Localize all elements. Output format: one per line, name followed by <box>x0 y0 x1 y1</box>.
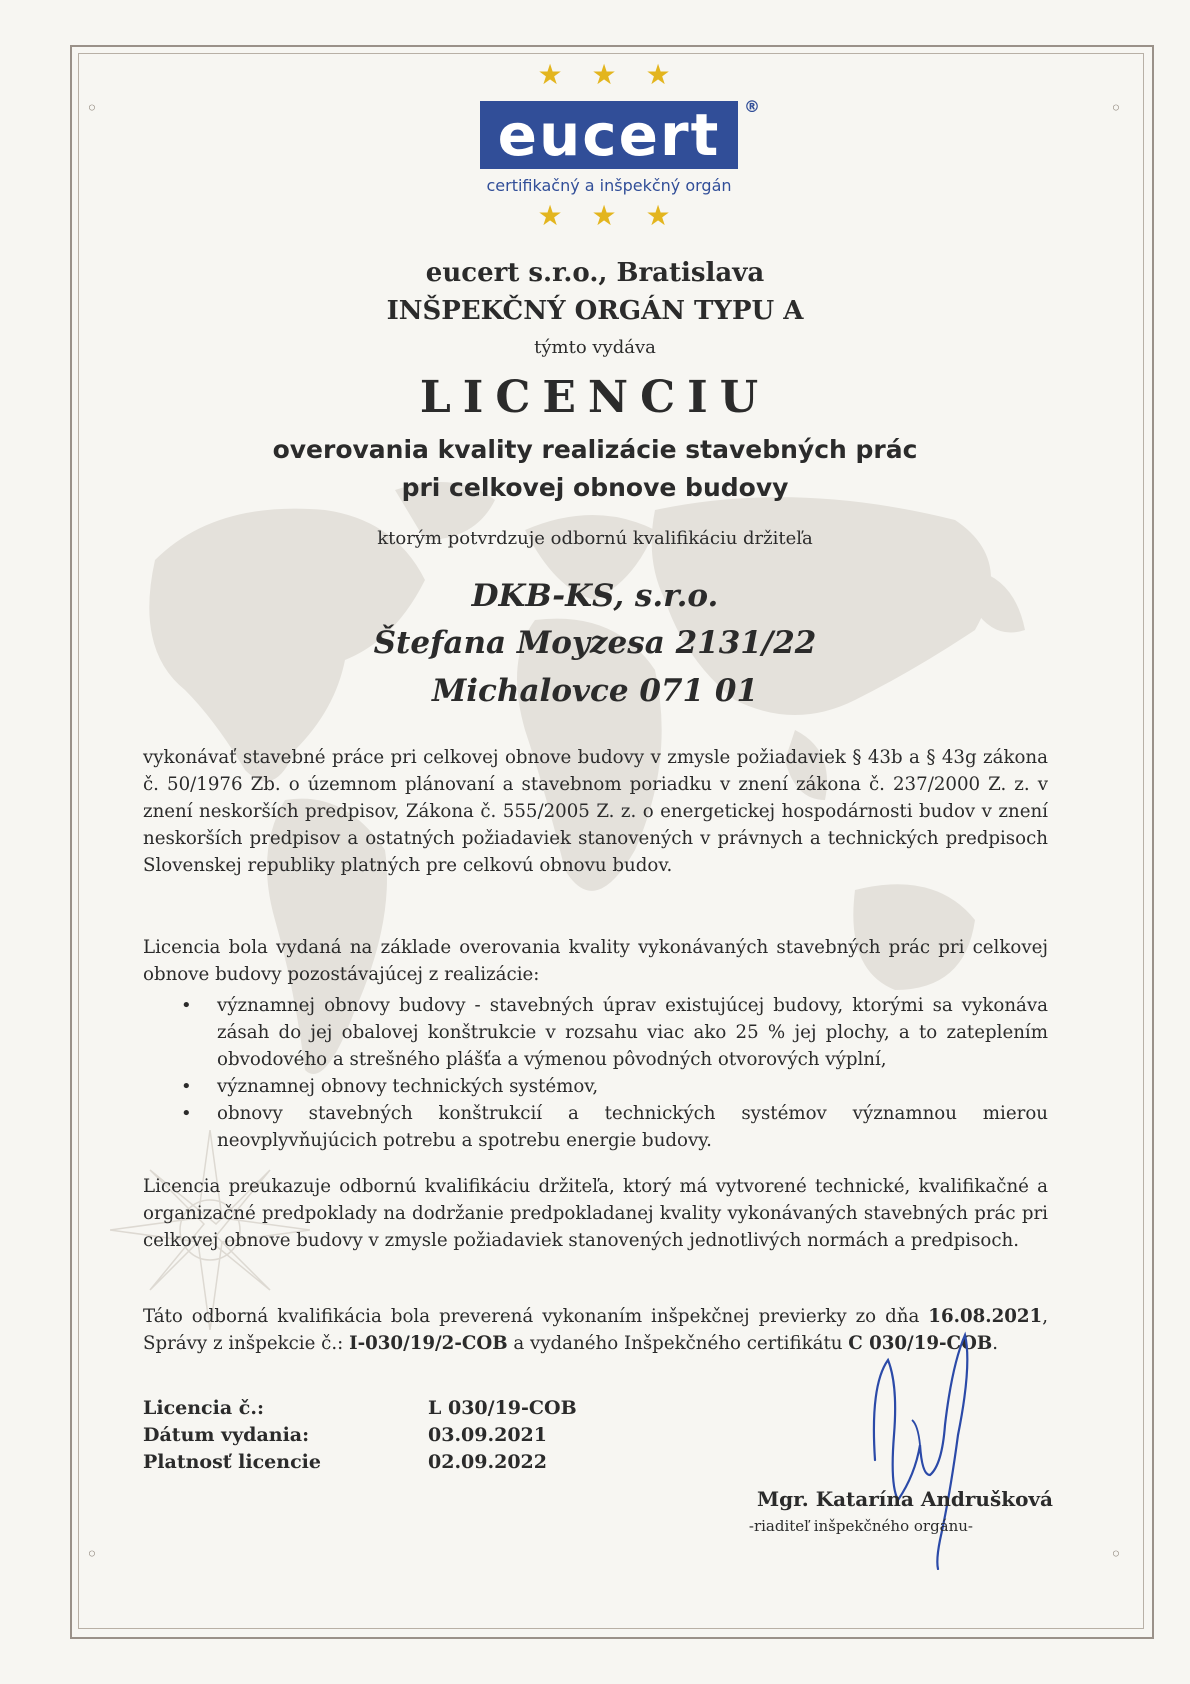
corner-ornament-icon: ◦ <box>86 96 98 120</box>
bullet-icon: • <box>181 995 192 1016</box>
issue-date-value: 03.09.2021 <box>428 1424 547 1446</box>
corner-ornament-icon: ◦ <box>1110 96 1122 120</box>
validity-label: Platnosť licencie <box>143 1451 321 1473</box>
document-subtitle-2: pri celkovej obnove budovy <box>401 473 789 502</box>
holder-city: Michalovce 071 01 <box>431 673 759 709</box>
issuer-company: eucert s.r.o., Bratislava <box>425 258 765 288</box>
issuer-organ: INŠPEKČNÝ ORGÁN TYPU A <box>386 296 804 326</box>
confirm-text: ktorým potvrdzuje odbornú kvalifikáciu držiteľa <box>377 528 813 549</box>
license-number-label: Licencia č.: <box>143 1397 264 1419</box>
verification-paragraph: Táto odborná kvalifikácia bola preverená vykonaním inšpekčnej previerky zo dňa 16.08.2021, Správy z inšpekcie č.: I-030/19/2-COB a vydaného Inšpekčného certifikátu C 030/19-COB. <box>143 1306 1048 1354</box>
issue-date-label: Dátum vydania: <box>143 1424 310 1446</box>
signer-role: -riaditeľ inšpekčného orgánu- <box>748 1517 973 1535</box>
holder-name: DKB-KS, s.r.o. <box>471 578 719 614</box>
basis-paragraph: Licencia bola vydaná na základe overovania kvality vykonávaných stavebných prác pri celkovej obnove budovy pozostávajúcej z realizácie: <box>143 937 1048 985</box>
bullet-icon: • <box>181 1076 192 1097</box>
document-subtitle-1: overovania kvality realizácie stavebných prác <box>272 435 918 464</box>
registered-mark: ® <box>744 97 762 116</box>
issues-text: týmto vydáva <box>534 337 656 358</box>
report-number: I-030/19/2-COB <box>349 1333 508 1354</box>
signer-name: Mgr. Katarína Andrušková <box>756 1487 1053 1511</box>
corner-ornament-icon: ◦ <box>86 1542 98 1566</box>
logo-wordmark <box>480 97 762 169</box>
eucert-logo <box>474 58 762 258</box>
logo-stars-bottom: ★ ★ ★ <box>537 199 681 232</box>
corner-ornament-icon: ◦ <box>1110 1542 1122 1566</box>
realization-list <box>143 992 1048 1154</box>
certificate-number: C 030/19-COB <box>848 1333 993 1354</box>
logo-brand: eucert <box>497 101 721 169</box>
list-item: • významnej obnovy budovy - stavebných úprav existujúcej budovy, ktorými sa vykonáva zásah do jej obalovej konštrukcie v rozsahu viac ako 25 % jej plochy, a to zateplením obvodového a strešného plášťa a výmenou pôvodných otvorových výplní, <box>217 992 1048 1073</box>
scope-paragraph: vykonávať stavebné práce pri celkovej obnove budovy v zmysle požiadaviek § 43b a § 43g zákona č. 50/1976 Zb. o územnom plánovaní a stavebnom poriadku v znení zákona č. 237/2000 Z. z. v znení neskorších predpisov, Zákona č. 555/2005 Z. z. o energetickej hospodárnosti budov v znení neskorších predpisov a ostatných požiadaviek stanovených v právnych a technických predpisoch Slovenskej republiky platných pre celkovú obnovu budov. <box>143 747 1048 876</box>
holder-street: Štefana Moyzesa 2131/22 <box>373 625 817 661</box>
document-title: LICENCIU <box>419 372 771 423</box>
logo-tagline: certifikačný a inšpekčný orgán <box>486 176 732 195</box>
logo-stars-top: ★ ★ ★ <box>537 58 681 91</box>
list-item: • významnej obnovy technických systémov, <box>217 1073 1048 1100</box>
qualification-paragraph: Licencia preukazuje odbornú kvalifikáciu držiteľa, ktorý má vytvorené technické, kvalifikačné a organizačné predpoklady na dodržanie predpokladanej kvality vykonávaných stavebných prác pri celkovej obnove budovy v zmysle požiadaviek stanovených jednotlivých normách a predpisoch. <box>143 1176 1048 1251</box>
validity-value: 02.09.2022 <box>428 1451 547 1473</box>
basis-section <box>143 934 1048 1154</box>
license-number-value: L 030/19-COB <box>428 1397 577 1419</box>
bullet-icon: • <box>181 1103 192 1124</box>
list-item: • obnovy stavebných konštrukcií a technických systémov významnou mierou neovplyvňujúcich potrebu a spotrebu energie budovy. <box>217 1100 1048 1154</box>
inspection-date: 16.08.2021 <box>928 1306 1043 1327</box>
